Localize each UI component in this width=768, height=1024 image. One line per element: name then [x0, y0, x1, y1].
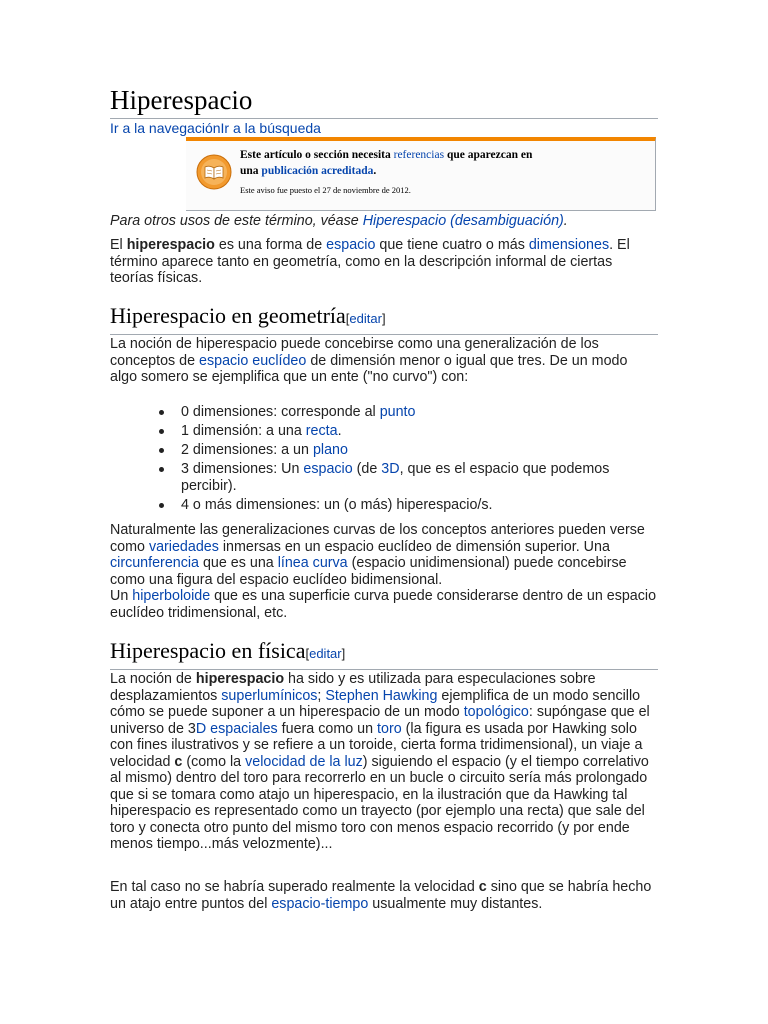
text-run: que es una superficie curva puede considerarse dentro de un espacio euclídeo tridimensional, etc. [110, 588, 657, 621]
espacio-tiempo-link[interactable]: espacio-tiempo [271, 895, 369, 912]
text-run: El [110, 237, 127, 253]
text-run: sino que se habría hecho un atajo entre puntos del [110, 879, 652, 912]
text-run: En tal caso no se habría superado realmente la velocidad [110, 879, 479, 895]
text-run: 4 o más dimensiones: un (o más) hiperespacio/s. [181, 496, 493, 513]
bold-term: c [478, 879, 487, 895]
variedades-link[interactable]: variedades [148, 538, 219, 555]
jump-links [110, 119, 321, 137]
espacio-euclideo-link[interactable]: espacio euclídeo [199, 352, 307, 369]
text-run: ; [317, 687, 326, 704]
fisica-paragraph-1 [110, 671, 658, 853]
topologico-link[interactable]: topológico [463, 704, 529, 720]
text-run: 3 dimensiones: Un [181, 461, 304, 477]
dimensiones-link[interactable]: dimensiones [528, 237, 610, 253]
text-run: usualmente muy distantes. [368, 895, 543, 912]
circunferencia-link[interactable]: circunferencia [110, 555, 199, 571]
superluminicos-link[interactable]: superlumínicos [221, 687, 318, 704]
edit-link[interactable]: editar [349, 311, 382, 326]
text-run: 2 dimensiones: a un [181, 442, 313, 458]
toro-link[interactable]: toro [377, 720, 402, 737]
notice-text-part: una [240, 165, 262, 177]
espacio-link[interactable]: espacio [326, 237, 376, 253]
list-item [157, 497, 657, 514]
text-run: inmersas en un espacio euclídeo de dimensión superior. Una [218, 538, 610, 555]
text-run: La noción de hiperespacio puede concebirse como una generalización de los conceptos de [110, 336, 599, 369]
disambiguation-link[interactable]: Hiperespacio (desambiguación) [362, 213, 564, 229]
notice-text [240, 147, 640, 179]
text-run: ha sido y es utilizada para especulaciones sobre desplazamientos [110, 671, 596, 704]
text-run: (espacio unidimensional) puede concebirse como una figura del espacio euclídeo bidimensional. [110, 555, 627, 588]
geometria-paragraph-2 [110, 522, 658, 621]
text-run: ) siguiendo el espacio (y el tiempo correlativo al mismo) dentro del toro para recorrerlo en un bucle o circuito sería más prolongado que si se tomara como atajo un hiperespacio, en la ilustración que da Hawking tal hiperespacio es representado como un trayecto (por ejemplo una recta) que sale del toro y conecta otro punto del mismo toro con menos espacio recorrido (y por ende menos tiempo...más velozmente)... [110, 753, 649, 852]
fisica-paragraph-2 [110, 879, 658, 912]
text-run: . [337, 423, 342, 439]
edit-link[interactable]: editar [309, 646, 342, 661]
hatnote-text: Para otros usos de este término, véase [110, 213, 363, 229]
list-item [157, 404, 657, 421]
hatnote-end: . [563, 213, 568, 229]
linea-curva-link[interactable]: línea curva [277, 555, 348, 571]
text-run: 1 dimensión: a una [181, 423, 306, 439]
referencias-link[interactable]: referencias [393, 149, 445, 161]
section-title: Hiperespacio en física [110, 638, 306, 663]
text-run: (la figura es usada por Hawking solo con fines ilustrativos y se refiere a un toroide, cierta forma tridimensional), un viaje a velocidad [110, 720, 643, 770]
plano-link[interactable]: plano [312, 442, 348, 458]
text-run: 0 dimensiones: corresponde al [181, 404, 380, 420]
recta-link[interactable]: recta [305, 423, 338, 439]
notice-text-part: que aparezcan en [444, 149, 533, 161]
notice-text-part: . [373, 165, 377, 177]
edit-section [346, 311, 386, 326]
hatnote [110, 213, 658, 230]
jump-to-navigation-link[interactable]: Ir a la navegación [110, 120, 221, 136]
text-run: (de [352, 461, 382, 477]
edit-section [305, 646, 345, 661]
text-run: fuera como un [277, 720, 378, 737]
list-item [157, 423, 657, 440]
jump-to-search-link[interactable]: Ir a la búsqueda [220, 120, 321, 136]
bold-term: c [174, 753, 183, 770]
section-title: Hiperespacio en geometría [110, 303, 346, 328]
bracket: ] [341, 646, 346, 661]
bold-term: hiperespacio [195, 671, 285, 687]
text-run: Naturalmente las generalizaciones curvas de los conceptos anteriores pueden verse como [110, 522, 645, 555]
text-run: que tiene cuatro o más [375, 237, 529, 253]
text-run: de dimensión menor o igual que tres. De un modo algo somero se ejemplifica que un ente ("no curvo") con: [110, 352, 628, 385]
section-heading-fisica [110, 637, 658, 670]
bracket: [ [305, 646, 310, 661]
text-run: ejemplifica de un modo sencillo cómo se puede suponer a un hiperespacio de un modo [110, 687, 641, 720]
page-title: Hiperespacio [110, 83, 658, 119]
bracket: [ [345, 311, 350, 326]
bold-term: hiperespacio [126, 237, 215, 253]
d-espaciales-link[interactable]: D espaciales [195, 720, 278, 737]
references-notice-box [186, 137, 656, 211]
bracket: ] [381, 311, 386, 326]
dimension-list [157, 404, 657, 516]
geometria-paragraph-1 [110, 336, 658, 386]
notice-text-part: Este artículo o sección necesita [240, 149, 394, 161]
text-run: La noción de [110, 671, 196, 687]
text-run: . El término aparece tanto en geometría, como en la descripción informal de ciertas teorías físicas. [110, 237, 630, 286]
velocidad-de-la-luz-link[interactable]: velocidad de la luz [245, 753, 363, 770]
espacio-link-2[interactable]: espacio [303, 461, 353, 477]
list-item [157, 442, 657, 459]
intro-paragraph [110, 237, 658, 287]
text-run: es una forma de [214, 237, 327, 253]
publicacion-acreditada-link[interactable]: publicación acreditada [261, 165, 374, 177]
3d-link[interactable]: 3D [381, 461, 400, 477]
text-run: que es una [199, 555, 278, 571]
text-run: , que es el espacio que podemos percibir). [181, 461, 610, 494]
notice-date: Este aviso fue puesto el 27 de noviembre de 2012. [240, 185, 411, 195]
book-icon [196, 154, 232, 190]
text-run: Un [110, 588, 133, 604]
text-run: : supóngase que el universo de 3 [110, 704, 650, 737]
stephen-hawking-link[interactable]: Stephen Hawking [325, 687, 438, 704]
list-item [157, 461, 657, 494]
section-heading-geometria [110, 302, 658, 335]
punto-link[interactable]: punto [379, 404, 416, 420]
hiperboloide-link[interactable]: hiperboloide [132, 588, 211, 604]
text-run: (como la [182, 753, 246, 770]
